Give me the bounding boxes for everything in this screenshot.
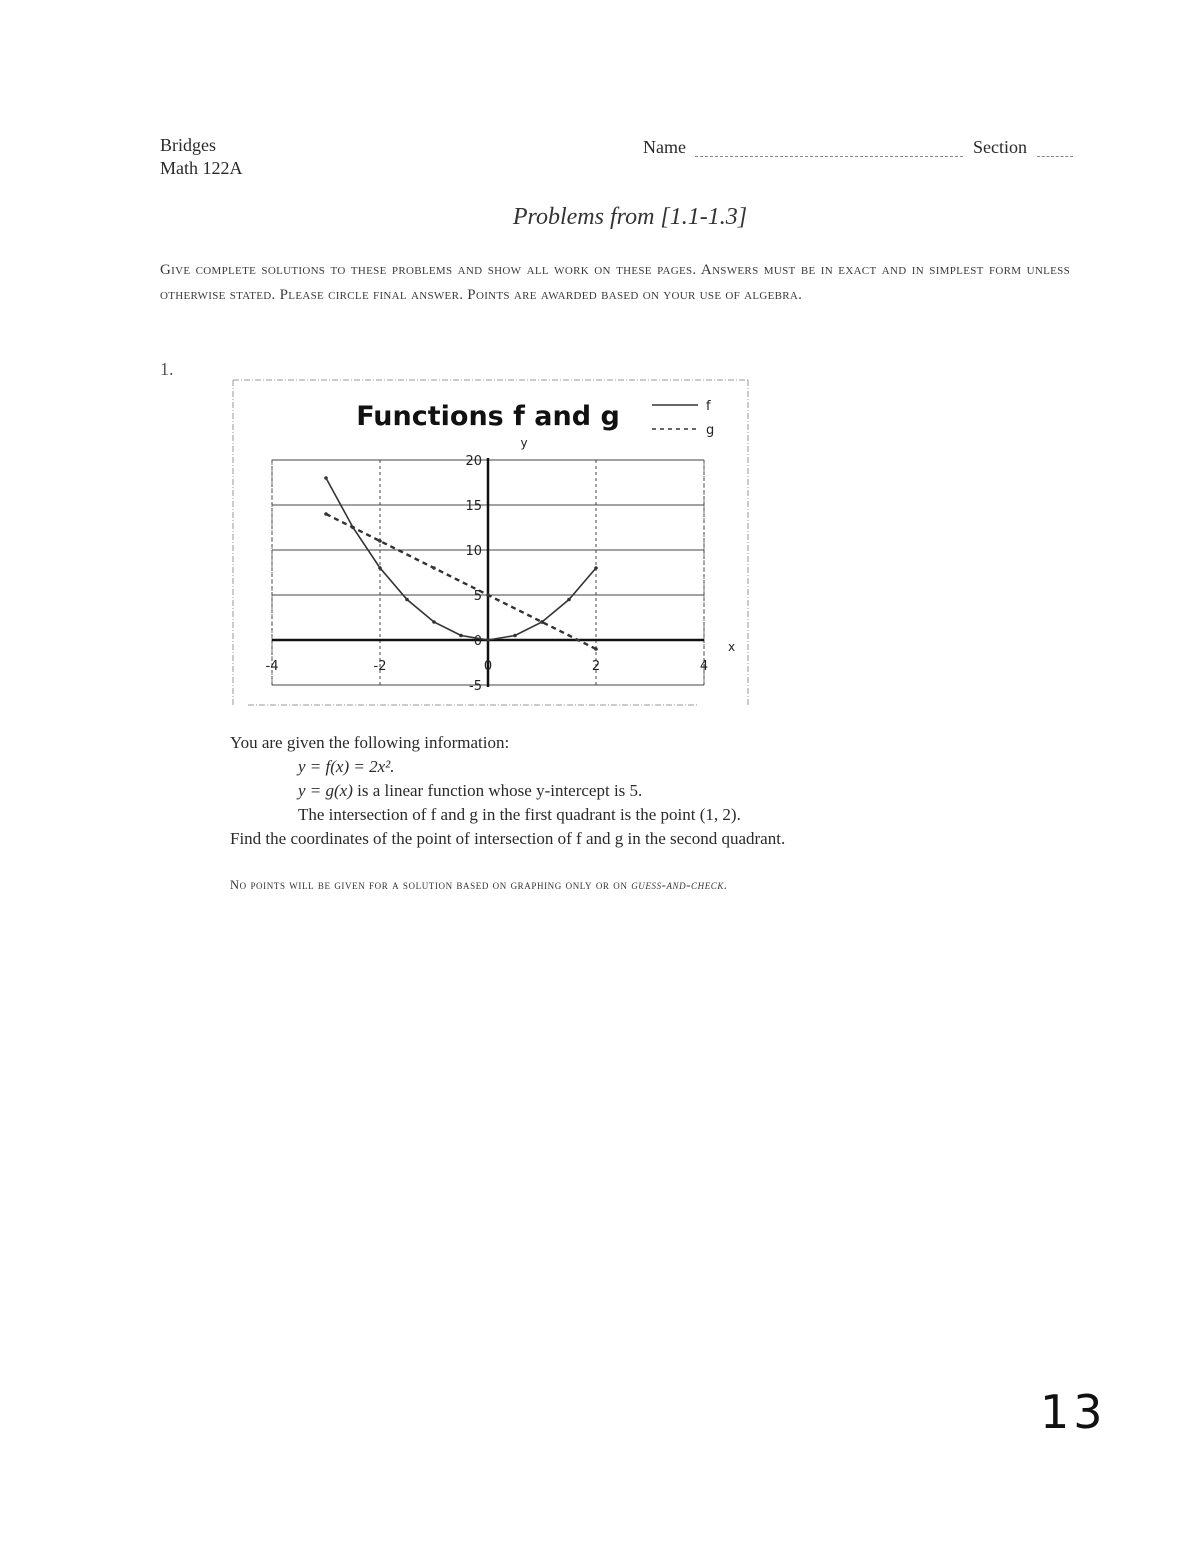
x-tick-label: -4 [265, 659, 279, 674]
course-code: Math 122A [160, 158, 243, 178]
section-label: Section [973, 137, 1027, 157]
chart-title: Functions f and g [356, 401, 620, 432]
x-tick-label: 0 [483, 659, 493, 674]
chart-legend [652, 399, 714, 438]
g-definition [298, 779, 1090, 803]
legend-label-g: g [706, 423, 715, 438]
series-f-point [486, 638, 490, 642]
x-axis-label: x [728, 640, 736, 654]
section-blank[interactable] [1037, 156, 1073, 157]
series-g-line [326, 514, 596, 649]
y-tick-label: 20 [465, 454, 482, 469]
chart [228, 375, 754, 710]
series-f-point [378, 566, 382, 570]
page-title: Problems from [1.1-1.3] [512, 204, 748, 230]
plot-area [266, 436, 736, 694]
y-axis-label: y [520, 436, 528, 450]
series-f-point [324, 476, 328, 480]
note-text: No points will be given for a solution based on graphing only or on [230, 878, 628, 892]
series-f-point [405, 598, 409, 602]
x-tick-label: -2 [373, 659, 387, 674]
y-tick-label: 10 [465, 544, 482, 559]
series-f-point [594, 566, 598, 570]
series-f-point [513, 634, 517, 638]
note-italic: guess-and-check. [631, 878, 728, 892]
x-tick-label: 4 [699, 659, 709, 674]
g-notation: y = g(x) [298, 781, 353, 800]
problem-number: 1. [160, 359, 174, 379]
name-label: Name [643, 137, 686, 157]
y-tick-label: 0 [473, 634, 482, 649]
y-tick-label: 15 [465, 499, 482, 514]
given-intro: You are given the following information: [230, 733, 510, 752]
legend-label-f: f [706, 399, 711, 414]
series-g-point [594, 647, 598, 651]
f-definition: y = f(x) = 2x². [298, 757, 395, 776]
series-f-point [432, 620, 436, 624]
instructions: Give complete solutions to these problems and show all work on these pages. Answers must be in exact and in simplest form unless otherwise stated. Please circle final answer. Points are awarded based on your use of algebra. [160, 262, 1070, 303]
given-information [230, 731, 1090, 851]
intersection-given: The intersection of f and g in the first quadrant is the point (1, 2). [298, 805, 741, 824]
series-g-point [432, 566, 436, 570]
name-section-line [643, 136, 1083, 160]
question-text: Find the coordinates of the point of intersection of f and g in the second quadrant. [230, 829, 786, 848]
series-g-point [378, 539, 382, 543]
g-description: is a linear function whose y-intercept is 5. [352, 781, 643, 800]
name-blank[interactable] [695, 156, 963, 157]
series-f-point [459, 634, 463, 638]
y-tick-label: -5 [469, 679, 482, 694]
series-f-point [567, 598, 571, 602]
x-tick-label: 2 [591, 659, 601, 674]
y-tick-label: 5 [473, 589, 482, 604]
series-g-point [486, 593, 490, 597]
page-number: 13 [1040, 1385, 1107, 1439]
series-f-line [326, 478, 596, 640]
no-points-note [230, 878, 728, 893]
instructor-name: Bridges [160, 135, 216, 155]
series-g-point [540, 620, 544, 624]
series-g-point [324, 512, 328, 516]
